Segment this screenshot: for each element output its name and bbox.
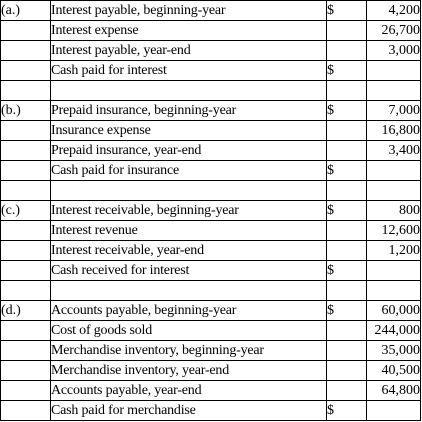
- row-description: Accounts payable, beginning-year: [51, 301, 327, 321]
- currency-symbol: $: [327, 201, 367, 221]
- currency-symbol: [327, 221, 367, 241]
- section-label: [1, 141, 51, 161]
- row-description: Cash paid for merchandise: [51, 401, 327, 421]
- row-amount: 64,800: [367, 381, 421, 401]
- row-description: Interest payable, year-end: [51, 41, 327, 61]
- section-label: [1, 61, 51, 81]
- row-description: Cost of goods sold: [51, 321, 327, 341]
- row-description: Cash paid for interest: [51, 61, 327, 81]
- currency-symbol: [327, 341, 367, 361]
- currency-symbol: $: [327, 101, 367, 121]
- currency-symbol: $: [327, 261, 367, 281]
- table-row: [1, 261, 421, 281]
- currency-symbol: [327, 21, 367, 41]
- row-description: Merchandise inventory, year-end: [51, 361, 327, 381]
- row-description: Interest receivable, year-end: [51, 241, 327, 261]
- row-description: Interest payable, beginning-year: [51, 1, 327, 21]
- row-amount: 26,700: [367, 21, 421, 41]
- currency-symbol: $: [327, 161, 367, 181]
- table-row: [1, 161, 421, 181]
- empty-cell: [51, 281, 327, 301]
- row-description: Interest receivable, beginning-year: [51, 201, 327, 221]
- table-row: [1, 341, 421, 361]
- empty-cell: [367, 181, 421, 201]
- section-label: [1, 121, 51, 141]
- currency-symbol: $: [327, 1, 367, 21]
- empty-cell: [1, 281, 51, 301]
- table-row: [1, 321, 421, 341]
- row-amount: 800: [367, 201, 421, 221]
- section-label: [1, 241, 51, 261]
- empty-cell: [367, 81, 421, 101]
- row-description: Cash received for interest: [51, 261, 327, 281]
- row-description: Interest expense: [51, 21, 327, 41]
- table-row: [1, 201, 421, 221]
- empty-cell: [327, 281, 367, 301]
- row-amount: 12,600: [367, 221, 421, 241]
- row-amount: 7,000: [367, 101, 421, 121]
- empty-cell: [1, 181, 51, 201]
- row-amount: 244,000: [367, 321, 421, 341]
- section-label: [1, 381, 51, 401]
- table-row: [1, 301, 421, 321]
- spacer-row: [1, 81, 421, 101]
- row-amount: 35,000: [367, 341, 421, 361]
- section-label: [1, 401, 51, 421]
- currency-symbol: [327, 121, 367, 141]
- empty-cell: [1, 81, 51, 101]
- table-row: [1, 21, 421, 41]
- section-label: (c.): [1, 201, 51, 221]
- section-label: [1, 161, 51, 181]
- section-label: (d.): [1, 301, 51, 321]
- empty-cell: [51, 181, 327, 201]
- row-amount: [367, 161, 421, 181]
- section-label: [1, 361, 51, 381]
- table-row: [1, 221, 421, 241]
- row-description: Cash paid for insurance: [51, 161, 327, 181]
- spacer-row: [1, 181, 421, 201]
- empty-cell: [51, 81, 327, 101]
- row-description: Insurance expense: [51, 121, 327, 141]
- currency-symbol: [327, 321, 367, 341]
- section-label: [1, 321, 51, 341]
- table-row: [1, 381, 421, 401]
- row-amount: 1,200: [367, 241, 421, 261]
- table-row: [1, 41, 421, 61]
- row-amount: 4,200: [367, 1, 421, 21]
- section-label: (a.): [1, 1, 51, 21]
- table-row: [1, 241, 421, 261]
- section-label: (b.): [1, 101, 51, 121]
- table-row: [1, 141, 421, 161]
- currency-symbol: $: [327, 401, 367, 421]
- spacer-row: [1, 281, 421, 301]
- row-amount: [367, 261, 421, 281]
- row-amount: 60,000: [367, 301, 421, 321]
- row-amount: [367, 61, 421, 81]
- row-description: Prepaid insurance, beginning-year: [51, 101, 327, 121]
- row-description: Prepaid insurance, year-end: [51, 141, 327, 161]
- section-label: [1, 41, 51, 61]
- table-row: [1, 361, 421, 381]
- section-label: [1, 221, 51, 241]
- row-amount: 3,400: [367, 141, 421, 161]
- table-row: [1, 101, 421, 121]
- table-row: [1, 61, 421, 81]
- row-amount: 16,800: [367, 121, 421, 141]
- currency-symbol: $: [327, 61, 367, 81]
- empty-cell: [367, 281, 421, 301]
- section-label: [1, 341, 51, 361]
- row-description: Interest revenue: [51, 221, 327, 241]
- row-amount: 3,000: [367, 41, 421, 61]
- currency-symbol: [327, 41, 367, 61]
- table-row: [1, 121, 421, 141]
- section-label: [1, 21, 51, 41]
- section-label: [1, 261, 51, 281]
- empty-cell: [327, 181, 367, 201]
- currency-symbol: [327, 361, 367, 381]
- table-row: [1, 401, 421, 421]
- currency-symbol: [327, 381, 367, 401]
- table-row: [1, 1, 421, 21]
- row-description: Accounts payable, year-end: [51, 381, 327, 401]
- currency-symbol: $: [327, 301, 367, 321]
- currency-symbol: [327, 141, 367, 161]
- row-description: Merchandise inventory, beginning-year: [51, 341, 327, 361]
- row-amount: [367, 401, 421, 421]
- row-amount: 40,500: [367, 361, 421, 381]
- currency-symbol: [327, 241, 367, 261]
- empty-cell: [327, 81, 367, 101]
